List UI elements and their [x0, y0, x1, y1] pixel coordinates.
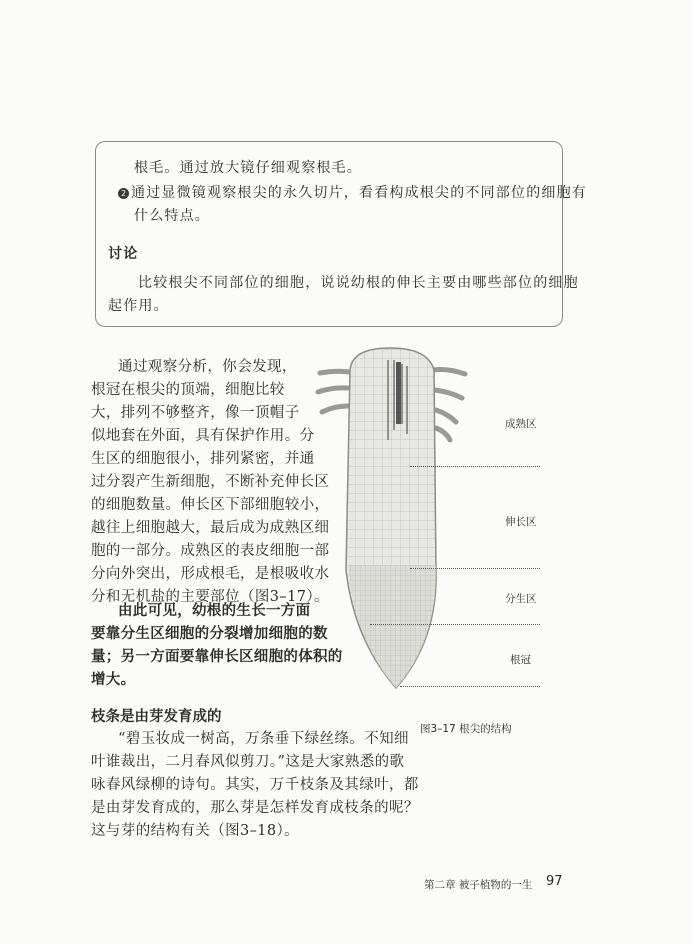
- para3-line: “碧玉妆成一树高，万条垂下绿丝绦。不知细: [118, 731, 409, 747]
- discussion-title: 讨论: [108, 246, 139, 262]
- para1-line: 胞的一部分。成熟区的表皮细胞一部: [91, 543, 330, 559]
- discussion-line-2: 起作用。: [108, 298, 169, 314]
- para3-line: 是由芽发育成的，那么芽是怎样发育成枝条的呢？: [91, 800, 419, 816]
- para1-line: 的细胞数量。伸长区下部细胞较小，: [91, 497, 330, 513]
- meristem-region: [348, 565, 436, 688]
- para3-line: 咏春风绿柳的诗句。其实，万千枝条及其绿叶，都: [91, 777, 419, 793]
- divider-mature-zone: [410, 466, 540, 467]
- para1-line: 似地套在外面，具有保护作用。分: [91, 428, 315, 444]
- para2-line: 要靠分生区细胞的分裂增加细胞的数: [91, 626, 328, 642]
- para3-line: 这与芽的结构有关（图3–18）。: [91, 823, 300, 839]
- activity-box: [95, 141, 587, 327]
- activity-line-1: 根毛。通过放大镜仔细观察根毛。: [134, 160, 362, 176]
- label-meristem-zone: 分生区: [505, 593, 537, 605]
- label-root-cap: 根冠: [510, 654, 531, 666]
- activity-line-3: 什么特点。: [134, 208, 210, 224]
- para2-line: 增大。: [91, 672, 136, 688]
- para1-line: 分向外突出，形成根毛，是根吸收水: [91, 566, 330, 582]
- para2-line: 量；另一方面要靠伸长区细胞的体积的: [91, 649, 343, 665]
- para1-line: 大，排列不够整齐，像一顶帽子: [91, 405, 300, 421]
- xylem-vessel: [396, 362, 401, 424]
- step-number-badge: 2: [118, 188, 129, 199]
- para3-line: 叶谁裁出，二月春风似剪刀。”这是大家熟悉的歌: [91, 754, 405, 770]
- divider-meristem-zone: [370, 624, 540, 625]
- label-elongation-zone: 伸长区: [505, 516, 537, 528]
- para1-line: 越往上细胞越大，最后成为成熟区细: [91, 520, 330, 536]
- figure-caption: 图3–17 根尖的结构: [420, 723, 512, 735]
- discussion-line-1: 比较根尖不同部位的细胞，说说幼根的伸长主要由哪些部位的细胞: [138, 275, 579, 291]
- para1-line: 分和无机盐的主要部位（图3–17）。: [91, 589, 329, 605]
- para1-line: 通过观察分析，你会发现，: [118, 359, 297, 375]
- para1-line: 过分裂产生新细胞，不断补充伸长区: [91, 474, 330, 490]
- activity-step-2: [118, 182, 587, 202]
- para2-line: 由此可见，幼根的生长一方面: [118, 603, 311, 619]
- divider-elongation-zone: [410, 568, 540, 569]
- label-mature-zone: 成熟区: [505, 418, 537, 430]
- section-heading: 枝条是由芽发育成的: [91, 709, 222, 725]
- para1-line: 生区的细胞很小，排列紧密，并通: [91, 451, 315, 467]
- page-number: 97: [546, 874, 563, 889]
- divider-root-cap: [400, 686, 540, 687]
- activity-line-2: 通过显微镜观察根尖的永久切片，看看构成根尖的不同部位的细胞有: [131, 185, 587, 201]
- para1-line: 根冠在根尖的顶端，细胞比较: [91, 382, 285, 398]
- footer-chapter: 第二章 被子植物的一生: [424, 879, 533, 891]
